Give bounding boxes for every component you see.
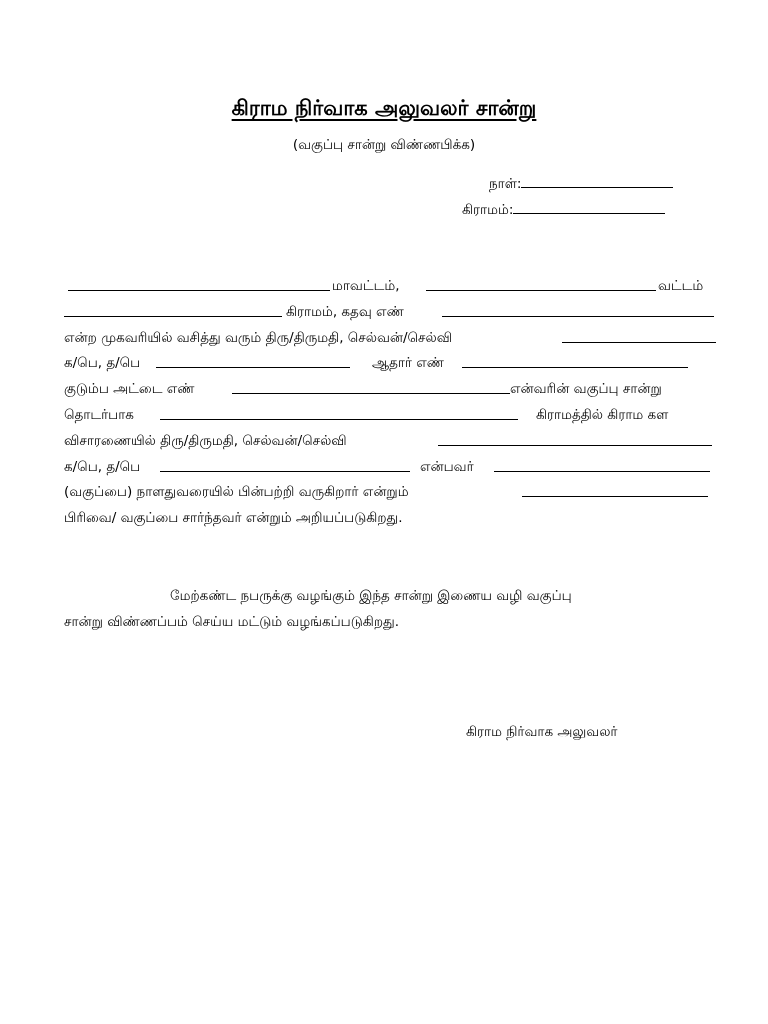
blank-applicant-name	[562, 330, 716, 343]
certificate-subtitle: (வகுப்பு சான்று விண்ணபிக்க)	[292, 137, 476, 153]
body-line-10	[64, 510, 720, 536]
person-label: என்பவர்	[420, 458, 474, 475]
blank-person-name	[438, 433, 712, 446]
body-line-9	[64, 484, 720, 510]
blank-aadhaar-number	[462, 355, 688, 368]
parent-label: க/பெ, த/பெ	[64, 355, 141, 372]
regarding-label: தொடர்பாக	[64, 406, 134, 423]
blank-person	[494, 459, 710, 472]
certificate-title: கிராம நிர்வாக அலுவலர் சான்று	[231, 96, 537, 120]
blank-parent-name-2	[160, 459, 410, 472]
body-line-8	[64, 459, 720, 485]
officer-signature-label: கிராம நிர்வாக அலுவலர்	[466, 724, 618, 740]
body-line-1	[64, 278, 720, 304]
date-blank	[521, 175, 673, 188]
date-label: நாள்:	[489, 176, 522, 192]
taluk-label: வட்டம்	[658, 278, 704, 294]
blank-door-number	[442, 304, 714, 317]
village-label: கிராமம்:	[462, 202, 514, 218]
village-field	[462, 201, 665, 220]
body-line-7	[64, 433, 720, 459]
parent-label-2: க/பெ, த/பெ	[64, 458, 141, 475]
family-card-label: குடும்ப அட்டை எண்	[64, 381, 195, 398]
body-line-3	[64, 330, 720, 356]
aadhaar-label: ஆதார் எண்	[372, 355, 444, 372]
blank-family-card-number	[232, 381, 510, 394]
body-line-2	[64, 304, 720, 330]
body-line-4	[64, 355, 720, 381]
village-door-label: கிராமம், கதவு எண்	[286, 303, 404, 320]
field-enquiry-text: கிராமத்தில் கிராம கள	[536, 406, 669, 423]
closing-line-1: மேற்கண்ட நபருக்கு வழங்கும் இந்த சான்று இணைய வழி வகுப்பு	[170, 588, 572, 604]
village-blank	[513, 201, 665, 214]
blank-village	[64, 304, 282, 317]
body-line-6	[64, 407, 720, 433]
following-text: (வகுப்பை) நாளதுவரையில் பின்பற்றி வருகிறார் என்றும்	[64, 484, 409, 501]
body-line-5	[64, 381, 720, 407]
blank-regarding	[160, 407, 518, 420]
district-label: மாவட்டம்,	[332, 278, 400, 294]
blank-taluk	[426, 278, 656, 291]
address-text: என்ற முகவரியில் வசித்து வரும் திரு/திருமதி, செல்வன்/செல்வி	[64, 329, 453, 346]
blank-parent-name	[156, 355, 350, 368]
enquiry-text: விசாரணையில் திரு/திருமதி, செல்வன்/செல்வி	[64, 432, 347, 449]
certificate-body	[64, 278, 720, 536]
closing-paragraph	[64, 588, 724, 632]
closing-line-2: சான்று விண்ணப்பம் செய்ய மட்டும் வழங்கப்படுகிறது.	[64, 614, 400, 630]
blank-name-district	[68, 278, 330, 291]
blank-community	[522, 484, 708, 497]
date-field	[489, 175, 673, 194]
belongs-text: பிரிவை/ வகுப்பை சார்ந்தவர் என்றும் அறியப்படுகிறது.	[64, 510, 403, 527]
community-certificate-text: என்வரின் வகுப்பு சான்று	[510, 381, 662, 398]
